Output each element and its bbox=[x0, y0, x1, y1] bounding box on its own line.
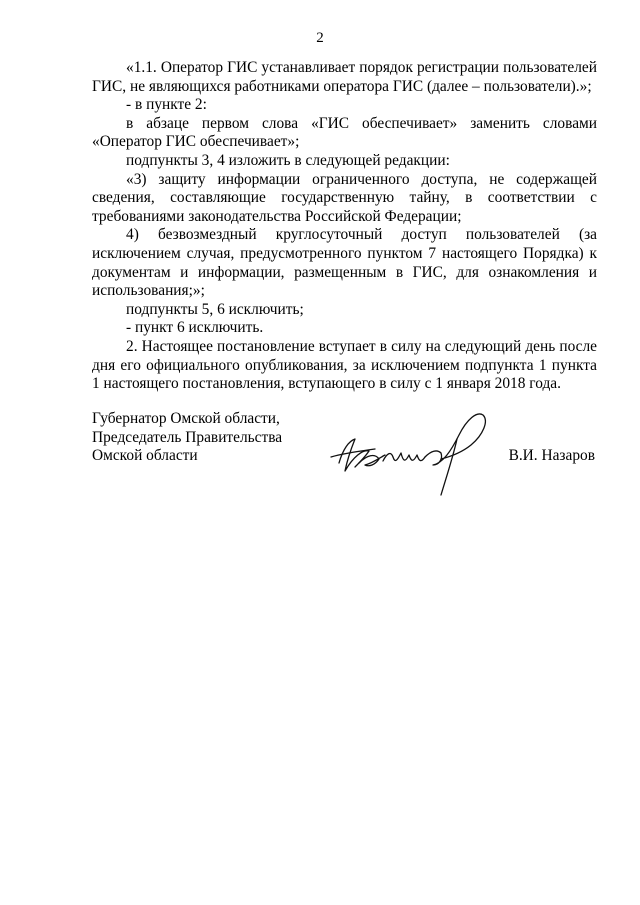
page-number: 2 bbox=[316, 30, 324, 46]
paragraph-6: 4) безвозмездный круглосуточный доступ пользователей (за исключением случая, предусмотренного пунктом 7 настоящего Порядка) к документам и информации, размещенным в ГИС, для ознакомления и использования;»; bbox=[92, 226, 597, 300]
paragraph-9: 2. Настоящее постановление вступает в силу на следующий день после дня его официального опубликования, за исключением подпункта 1 пункта 1 настоящего постановления, вступающего в силу с 1 января 2018 года. bbox=[92, 337, 597, 393]
signer-position-line-3: Омской области bbox=[92, 447, 198, 465]
signer-name: В.И. Назаров bbox=[508, 447, 595, 464]
signer-position-line-2: Председатель Правительства bbox=[92, 428, 283, 446]
paragraph-7: подпункты 5, 6 исключить; bbox=[126, 300, 304, 318]
paragraph-4: подпункты 3, 4 изложить в следующей редакции: bbox=[126, 151, 450, 169]
document-body bbox=[92, 59, 597, 394]
handwritten-signature bbox=[325, 405, 495, 500]
paragraph-2: - в пункте 2: bbox=[126, 96, 207, 114]
paragraph-5: «3) защиту информации ограниченного доступа, не содержащей сведения, составляющие государственную тайну, в соответствии с требованиями законодательства Российской Федерации; bbox=[92, 170, 597, 225]
signer-position-line-1: Губернатор Омской области, bbox=[92, 410, 280, 427]
paragraph-8: - пункт 6 исключить. bbox=[126, 319, 264, 337]
signer-position bbox=[92, 410, 282, 466]
paragraph-3: в абзаце первом слова «ГИС обеспечивает» заменить словами «Оператор ГИС обеспечивает»; bbox=[92, 114, 597, 151]
paragraph-1: «1.1. Оператор ГИС устанавливает порядок регистрации пользователей ГИС, не являющихся работниками оператора ГИС (далее – пользователи).»; bbox=[92, 59, 597, 95]
